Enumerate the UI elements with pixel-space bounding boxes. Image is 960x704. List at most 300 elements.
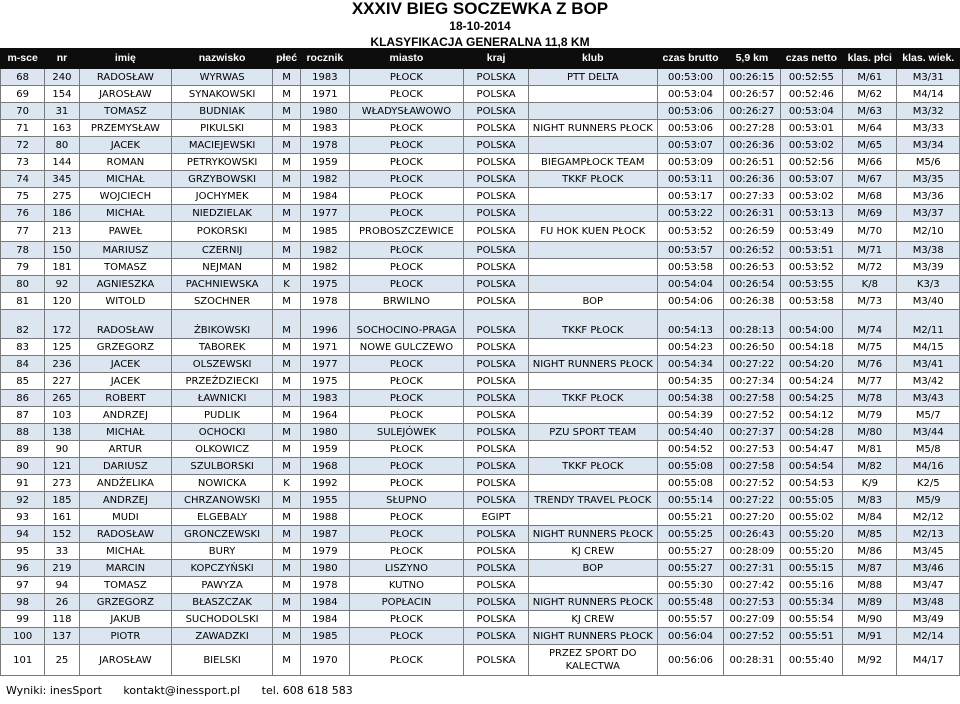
table-cell: POLSKA <box>464 120 528 137</box>
table-cell: 26 <box>45 594 79 611</box>
table-cell: M <box>272 293 300 310</box>
table-row <box>1 276 960 293</box>
table-cell: CZERNIJ <box>172 242 273 259</box>
table-cell: 00:54:13 <box>657 310 723 339</box>
footer-results-by: Wyniki: inesSport <box>6 684 102 697</box>
table-cell: 00:26:59 <box>724 222 780 242</box>
table-cell: 96 <box>1 560 45 577</box>
table-cell: PŁOCK <box>349 628 464 645</box>
table-cell: 00:27:31 <box>724 560 780 577</box>
table-cell: LISZYNO <box>349 560 464 577</box>
table-cell <box>528 205 657 222</box>
table-cell: 163 <box>45 120 79 137</box>
table-cell: WOJCIECH <box>79 188 172 205</box>
table-cell: POLSKA <box>464 69 528 86</box>
table-cell: RADOSŁAW <box>79 526 172 543</box>
table-cell: 00:54:39 <box>657 407 723 424</box>
table-cell: PŁOCK <box>349 188 464 205</box>
table-cell: POLSKA <box>464 492 528 509</box>
table-cell: M4/17 <box>897 645 960 676</box>
table-row <box>1 475 960 492</box>
table-cell: NOWICKA <box>172 475 273 492</box>
table-cell: 00:54:38 <box>657 390 723 407</box>
table-cell: 1977 <box>301 356 349 373</box>
table-cell: M5/8 <box>897 441 960 458</box>
table-cell: 125 <box>45 339 79 356</box>
table-row <box>1 356 960 373</box>
table-cell: POLSKA <box>464 560 528 577</box>
table-cell: PŁOCK <box>349 611 464 628</box>
table-cell: MICHAŁ <box>79 424 172 441</box>
table-cell: 00:56:04 <box>657 628 723 645</box>
table-row <box>1 120 960 137</box>
table-cell: CHRZANOWSKI <box>172 492 273 509</box>
table-cell: SYNAKOWSKI <box>172 86 273 103</box>
table-cell: 00:55:08 <box>657 458 723 475</box>
table-cell: M3/33 <box>897 120 960 137</box>
table-cell: 00:26:31 <box>724 205 780 222</box>
table-cell: PRZEMYSŁAW <box>79 120 172 137</box>
table-cell: M <box>272 171 300 188</box>
table-cell: KJ CREW <box>528 611 657 628</box>
table-cell: JAKUB <box>79 611 172 628</box>
table-cell: 219 <box>45 560 79 577</box>
table-cell: 00:26:15 <box>724 69 780 86</box>
table-cell: 1988 <box>301 509 349 526</box>
table-row <box>1 543 960 560</box>
table-row <box>1 86 960 103</box>
table-cell: 181 <box>45 259 79 276</box>
table-cell: 1975 <box>301 373 349 390</box>
table-cell: 79 <box>1 259 45 276</box>
table-cell: PROBOSZCZEWICE <box>349 222 464 242</box>
table-cell: 00:26:50 <box>724 339 780 356</box>
table-cell <box>528 188 657 205</box>
table-cell: 00:26:27 <box>724 103 780 120</box>
table-cell: SZOCHNER <box>172 293 273 310</box>
table-cell: POKORSKI <box>172 222 273 242</box>
table-cell: 00:55:54 <box>780 611 842 628</box>
table-cell: 00:54:06 <box>657 293 723 310</box>
table-cell: M/85 <box>843 526 897 543</box>
table-cell: OLKOWICZ <box>172 441 273 458</box>
table-cell: SŁUPNO <box>349 492 464 509</box>
table-cell: 1985 <box>301 222 349 242</box>
table-cell: 118 <box>45 611 79 628</box>
table-cell: 00:28:31 <box>724 645 780 676</box>
table-cell <box>528 577 657 594</box>
table-cell: M/71 <box>843 242 897 259</box>
table-cell: 00:54:34 <box>657 356 723 373</box>
table-row <box>1 242 960 259</box>
table-cell: 00:52:55 <box>780 69 842 86</box>
table-cell: 150 <box>45 242 79 259</box>
table-cell: SOCHOCINO-PRAGA <box>349 310 464 339</box>
table-cell: 00:53:09 <box>657 154 723 171</box>
column-header: rocznik <box>301 49 349 69</box>
table-row <box>1 611 960 628</box>
table-row <box>1 171 960 188</box>
table-cell: 1980 <box>301 560 349 577</box>
table-cell: 00:53:06 <box>657 120 723 137</box>
table-cell: 00:53:58 <box>780 293 842 310</box>
table-cell: BURY <box>172 543 273 560</box>
table-cell: 93 <box>1 509 45 526</box>
table-cell: MACIEJEWSKI <box>172 137 273 154</box>
table-row <box>1 441 960 458</box>
column-header: nazwisko <box>172 49 273 69</box>
table-cell: PŁOCK <box>349 407 464 424</box>
table-row <box>1 137 960 154</box>
table-cell: M <box>272 594 300 611</box>
table-cell: 00:53:04 <box>780 103 842 120</box>
table-cell: 00:53:02 <box>780 188 842 205</box>
table-cell: 82 <box>1 310 45 339</box>
table-cell: PŁOCK <box>349 154 464 171</box>
table-cell: ŁAWNICKI <box>172 390 273 407</box>
table-cell: POLSKA <box>464 339 528 356</box>
table-cell: 00:28:09 <box>724 543 780 560</box>
table-cell: 00:54:47 <box>780 441 842 458</box>
table-cell: 78 <box>1 242 45 259</box>
table-cell: M <box>272 373 300 390</box>
table-cell: M <box>272 560 300 577</box>
table-cell: M3/32 <box>897 103 960 120</box>
table-cell: TOMASZ <box>79 259 172 276</box>
table-cell: 00:53:49 <box>780 222 842 242</box>
table-cell: 101 <box>1 645 45 676</box>
table-cell: 1968 <box>301 458 349 475</box>
table-cell: 75 <box>1 188 45 205</box>
table-cell: ROMAN <box>79 154 172 171</box>
table-cell: ELGEBALY <box>172 509 273 526</box>
column-header: czas netto <box>780 49 842 69</box>
table-cell: M <box>272 458 300 475</box>
table-row <box>1 259 960 276</box>
table-cell: 1955 <box>301 492 349 509</box>
table-row <box>1 645 960 676</box>
page-subtitle: KLASYFIKACJA GENERALNA 11,8 KM <box>370 35 590 49</box>
table-cell: 91 <box>1 475 45 492</box>
footer-phone: tel. 608 618 583 <box>261 684 353 697</box>
table-cell: POLSKA <box>464 188 528 205</box>
table-cell: M <box>272 205 300 222</box>
column-header: czas brutto <box>657 49 723 69</box>
table-cell: 00:55:34 <box>780 594 842 611</box>
table-row <box>1 205 960 222</box>
table-cell: TKKF PŁOCK <box>528 171 657 188</box>
table-cell: JACEK <box>79 137 172 154</box>
table-cell: POLSKA <box>464 242 528 259</box>
table-cell <box>528 86 657 103</box>
table-cell: PAWEŁ <box>79 222 172 242</box>
table-cell: M3/43 <box>897 390 960 407</box>
table-cell: K <box>272 276 300 293</box>
table-cell: 1996 <box>301 310 349 339</box>
table-cell: 00:53:17 <box>657 188 723 205</box>
table-header-row <box>1 49 960 69</box>
table-cell: 00:27:22 <box>724 356 780 373</box>
table-cell: 81 <box>1 293 45 310</box>
column-header: 5,9 km <box>724 49 780 69</box>
table-cell: 00:55:16 <box>780 577 842 594</box>
table-cell: M <box>272 356 300 373</box>
table-cell: RADOSŁAW <box>79 69 172 86</box>
table-row <box>1 373 960 390</box>
table-cell: 161 <box>45 509 79 526</box>
table-cell: 31 <box>45 103 79 120</box>
table-cell: 00:55:05 <box>780 492 842 509</box>
table-cell: 00:55:08 <box>657 475 723 492</box>
table-cell: KOPCZYŃSKI <box>172 560 273 577</box>
table-cell: 00:27:34 <box>724 373 780 390</box>
table-cell: PŁOCK <box>349 356 464 373</box>
table-cell: KJ CREW <box>528 543 657 560</box>
table-cell: NIGHT RUNNERS PŁOCK <box>528 120 657 137</box>
table-cell: M/84 <box>843 509 897 526</box>
table-cell: POLSKA <box>464 526 528 543</box>
table-cell: M3/31 <box>897 69 960 86</box>
table-cell: PŁOCK <box>349 276 464 293</box>
table-cell: M5/6 <box>897 154 960 171</box>
table-cell: ŻBIKOWSKI <box>172 310 273 339</box>
table-cell: 1977 <box>301 205 349 222</box>
table-row <box>1 458 960 475</box>
table-cell: M <box>272 577 300 594</box>
table-cell: 236 <box>45 356 79 373</box>
table-cell: 00:55:21 <box>657 509 723 526</box>
table-cell: POLSKA <box>464 154 528 171</box>
table-cell: M/73 <box>843 293 897 310</box>
table-cell: M5/9 <box>897 492 960 509</box>
table-cell: SZULBORSKI <box>172 458 273 475</box>
table-cell: POLSKA <box>464 293 528 310</box>
table-cell: NIGHT RUNNERS PŁOCK <box>528 356 657 373</box>
table-cell: 1985 <box>301 628 349 645</box>
table-cell: NIGHT RUNNERS PŁOCK <box>528 526 657 543</box>
table-cell: 00:55:25 <box>657 526 723 543</box>
table-cell: WŁADYSŁAWOWO <box>349 103 464 120</box>
table-cell: BIELSKI <box>172 645 273 676</box>
table-cell: M/86 <box>843 543 897 560</box>
table-cell: ROBERT <box>79 390 172 407</box>
table-row <box>1 154 960 171</box>
table-cell: M2/10 <box>897 222 960 242</box>
table-cell: SULEJÓWEK <box>349 424 464 441</box>
table-cell: M3/45 <box>897 543 960 560</box>
table-cell: 00:55:51 <box>780 628 842 645</box>
table-cell: 137 <box>45 628 79 645</box>
table-cell: PŁOCK <box>349 458 464 475</box>
table-cell: M/66 <box>843 154 897 171</box>
table-cell: 73 <box>1 154 45 171</box>
table-cell: GRZYBOWSKI <box>172 171 273 188</box>
table-cell: RADOSŁAW <box>79 310 172 339</box>
table-cell: 273 <box>45 475 79 492</box>
table-cell: 00:52:56 <box>780 154 842 171</box>
table-cell: PETRYKOWSKI <box>172 154 273 171</box>
table-cell: PŁOCK <box>349 543 464 560</box>
table-cell: 00:54:04 <box>657 276 723 293</box>
table-cell: PRZEZ SPORT DO KALECTWA <box>528 645 657 676</box>
table-cell: 00:26:36 <box>724 137 780 154</box>
table-cell: PZU SPORT TEAM <box>528 424 657 441</box>
table-cell: 1971 <box>301 339 349 356</box>
table-cell: NEJMAN <box>172 259 273 276</box>
table-cell: POLSKA <box>464 441 528 458</box>
table-cell: 72 <box>1 137 45 154</box>
table-cell: PŁOCK <box>349 373 464 390</box>
table-row <box>1 560 960 577</box>
table-cell: 00:54:12 <box>780 407 842 424</box>
table-cell: M/62 <box>843 86 897 103</box>
table-cell: 00:55:27 <box>657 560 723 577</box>
page-title: XXXIV BIEG SOCZEWKA Z BOP <box>351 0 609 18</box>
table-cell: 154 <box>45 86 79 103</box>
table-cell: 103 <box>45 407 79 424</box>
table-cell: 265 <box>45 390 79 407</box>
table-cell: JOCHYMEK <box>172 188 273 205</box>
table-cell: POLSKA <box>464 137 528 154</box>
table-cell: MICHAŁ <box>79 205 172 222</box>
table-cell: MICHAŁ <box>79 171 172 188</box>
table-cell: K/8 <box>843 276 897 293</box>
table-cell: 95 <box>1 543 45 560</box>
table-cell: BOP <box>528 293 657 310</box>
table-cell: 00:55:48 <box>657 594 723 611</box>
table-cell <box>528 339 657 356</box>
table-cell: POLSKA <box>464 373 528 390</box>
table-cell: PŁOCK <box>349 441 464 458</box>
table-cell: 1992 <box>301 475 349 492</box>
table-cell: M <box>272 543 300 560</box>
table-cell: 00:54:25 <box>780 390 842 407</box>
table-cell: 345 <box>45 171 79 188</box>
table-cell: PŁOCK <box>349 645 464 676</box>
table-cell: OCHOCKI <box>172 424 273 441</box>
table-cell: M <box>272 188 300 205</box>
table-cell: AGNIESZKA <box>79 276 172 293</box>
table-cell: M3/36 <box>897 188 960 205</box>
table-cell: PIOTR <box>79 628 172 645</box>
table-cell: PŁOCK <box>349 390 464 407</box>
table-row <box>1 492 960 509</box>
table-cell: 120 <box>45 293 79 310</box>
table-cell: M/83 <box>843 492 897 509</box>
table-cell: 87 <box>1 407 45 424</box>
table-cell <box>528 259 657 276</box>
table-cell: 00:27:22 <box>724 492 780 509</box>
table-cell: 00:27:33 <box>724 188 780 205</box>
table-cell: 80 <box>1 276 45 293</box>
table-row <box>1 293 960 310</box>
footer <box>6 684 371 697</box>
table-cell: M3/48 <box>897 594 960 611</box>
table-cell: SUCHODOLSKI <box>172 611 273 628</box>
table-cell: TOMASZ <box>79 103 172 120</box>
table-cell: M <box>272 69 300 86</box>
table-cell <box>528 509 657 526</box>
table-cell: 00:55:20 <box>780 526 842 543</box>
table-cell: 00:27:53 <box>724 441 780 458</box>
table-cell: M <box>272 259 300 276</box>
table-cell: M <box>272 137 300 154</box>
table-cell: PŁOCK <box>349 259 464 276</box>
table-cell: POLSKA <box>464 103 528 120</box>
table-cell: 85 <box>1 373 45 390</box>
table-cell: M3/38 <box>897 242 960 259</box>
table-cell: M <box>272 242 300 259</box>
table-cell: 1982 <box>301 259 349 276</box>
column-header: nr <box>45 49 79 69</box>
table-row <box>1 222 960 242</box>
table-cell: 00:53:55 <box>780 276 842 293</box>
table-cell: PACHNIEWSKA <box>172 276 273 293</box>
table-cell: EGIPT <box>464 509 528 526</box>
table-cell: M/72 <box>843 259 897 276</box>
table-cell: 1980 <box>301 424 349 441</box>
table-cell: POLSKA <box>464 543 528 560</box>
table-cell: 68 <box>1 69 45 86</box>
table-cell: 83 <box>1 339 45 356</box>
table-cell <box>528 276 657 293</box>
table-cell: M/67 <box>843 171 897 188</box>
table-cell: 00:54:40 <box>657 424 723 441</box>
table-cell: 186 <box>45 205 79 222</box>
table-cell: 240 <box>45 69 79 86</box>
table-cell: 89 <box>1 441 45 458</box>
table-cell: 00:53:11 <box>657 171 723 188</box>
table-cell: M/61 <box>843 69 897 86</box>
table-cell: 275 <box>45 188 79 205</box>
table-cell: BUDNIAK <box>172 103 273 120</box>
table-cell: M/91 <box>843 628 897 645</box>
table-cell: 88 <box>1 424 45 441</box>
table-cell: 100 <box>1 628 45 645</box>
table-cell: 80 <box>45 137 79 154</box>
footer-contact-email[interactable]: kontakt@inessport.pl <box>123 684 241 697</box>
table-cell: 1979 <box>301 543 349 560</box>
table-cell: M <box>272 154 300 171</box>
table-cell: 00:55:15 <box>780 560 842 577</box>
table-cell: M <box>272 611 300 628</box>
column-header: imię <box>79 49 172 69</box>
table-cell: M <box>272 310 300 339</box>
table-cell: NIGHT RUNNERS PŁOCK <box>528 594 657 611</box>
table-cell: POLSKA <box>464 171 528 188</box>
table-row <box>1 188 960 205</box>
table-cell: M/64 <box>843 120 897 137</box>
table-cell: M/76 <box>843 356 897 373</box>
table-cell: 1980 <box>301 103 349 120</box>
table-cell: 00:54:23 <box>657 339 723 356</box>
table-cell: BRWILNO <box>349 293 464 310</box>
table-cell: M4/14 <box>897 86 960 103</box>
table-cell: 00:26:57 <box>724 86 780 103</box>
table-cell: 227 <box>45 373 79 390</box>
table-cell: 70 <box>1 103 45 120</box>
table-cell: M2/11 <box>897 310 960 339</box>
table-cell: JAROSŁAW <box>79 645 172 676</box>
table-cell: M <box>272 222 300 242</box>
table-cell: NIGHT RUNNERS PŁOCK <box>528 628 657 645</box>
table-cell: WITOLD <box>79 293 172 310</box>
table-cell: TKKF PŁOCK <box>528 390 657 407</box>
table-cell: M3/35 <box>897 171 960 188</box>
table-cell: M/89 <box>843 594 897 611</box>
column-header: miasto <box>349 49 464 69</box>
table-cell <box>528 475 657 492</box>
